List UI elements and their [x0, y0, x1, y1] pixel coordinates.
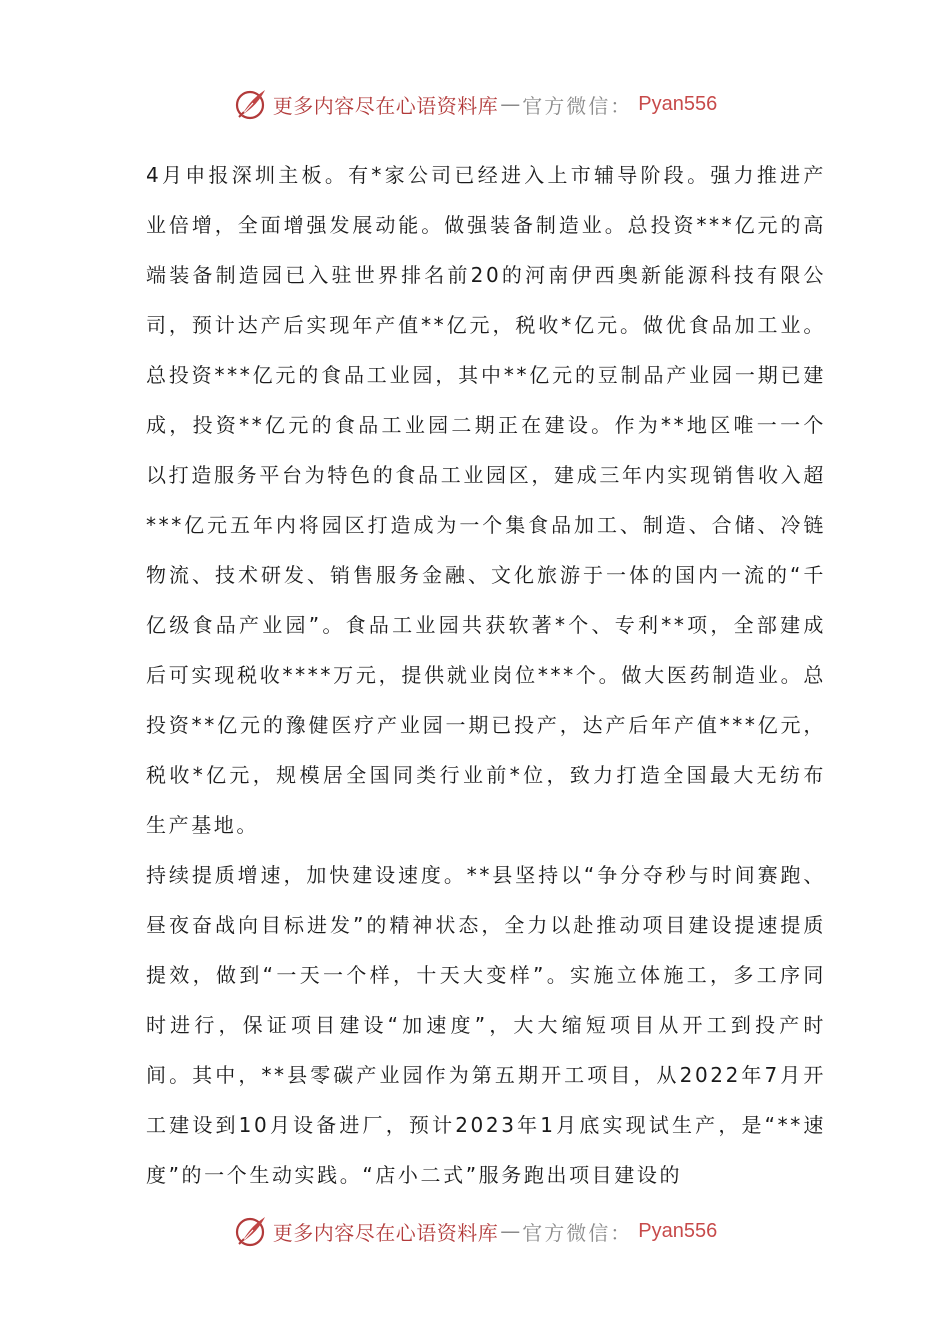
watermark-wechat-id: Pyan556 — [638, 92, 718, 115]
feather-pen-icon — [233, 86, 269, 122]
header-watermark — [0, 82, 950, 126]
watermark-dash: — — [500, 92, 521, 116]
document-body — [146, 150, 826, 1200]
watermark-wechat-label: 官方微信： — [522, 1220, 633, 1245]
watermark-dash: — — [500, 1219, 521, 1243]
watermark-wechat-label: 官方微信： — [522, 93, 633, 118]
watermark-brand-text: 更多内容尽在心语资料库 — [272, 93, 499, 118]
watermark-wechat-id: Pyan556 — [638, 1219, 718, 1242]
feather-pen-icon — [233, 1213, 269, 1249]
footer-watermark — [0, 1209, 950, 1253]
paragraph-2: 持续提质增速，加快建设速度。**县坚持以“争分夺秒与时间赛跑、昼夜奋战向目标进发”的精神状态，全力以赴推动项目建设提速提质提效，做到“一天一个样，十天大变样”。实施立体施工，多工序同时进行，保证项目建设“加速度”，大大缩短项目从开工到投产时间。其中，**县零碳产业园作为第五期开工项目，从2022年7月开工建设到10月设备进厂，预计2023年1月底实现试生产，是“**速度”的一个生动实践。“店小二式”服务跑出项目建设的 — [146, 863, 826, 1187]
paragraph-1: 4月申报深圳主板。有*家公司已经进入上市辅导阶段。强力推进产业倍增，全面增强发展动能。做强装备制造业。总投资***亿元的高端装备制造园已入驻世界排名前20的河南伊西奥新能源科技有限公司，预计达产后实现年产值**亿元，税收*亿元。做优食品加工业。总投资***亿元的食品工业园，其中**亿元的豆制品产业园一期已建成，投资**亿元的食品工业园二期正在建设。作为**地区唯一一个以打造服务平台为特色的食品工业园区，建成三年内实现销售收入超***亿元五年内将园区打造成为一个集食品加工、制造、合储、冷链物流、技术研发、销售服务金融、文化旅游于一体的国内一流的“千亿级食品产业园”。食品工业园共获软著*个、专利**项，全部建成后可实现税收****万元，提供就业岗位***个。做大医药制造业。总投资**亿元的豫健医疗产业园一期已投产，达产后年产值***亿元，税收*亿元，规模居全国同类行业前*位，致力打造全国最大无纺布生产基地。 — [146, 163, 826, 837]
watermark-brand-text: 更多内容尽在心语资料库 — [272, 1220, 499, 1245]
